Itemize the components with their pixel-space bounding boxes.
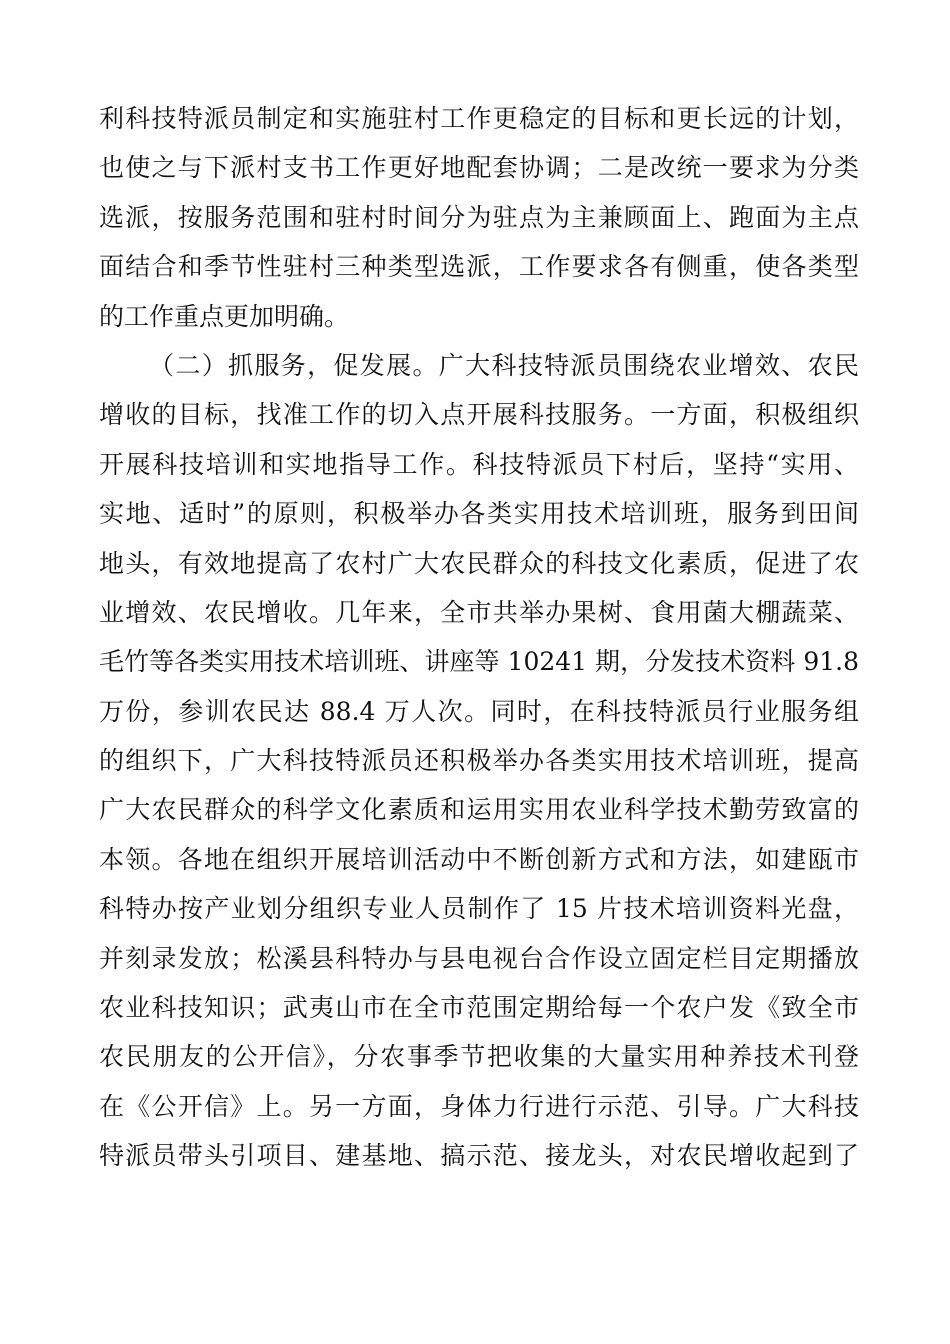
text-line: 毛竹等各类实用技术培训班、讲座等 10241 期，分发技术资料 91.8 [99, 647, 859, 677]
body-text [99, 94, 859, 1181]
text-line: 本领。各地在组织开展培训活动中不断创新方式和方法，如建瓯市 [99, 844, 859, 874]
text-line: 的工作重点更加明确。 [99, 301, 350, 331]
text-line: 实地、适时”的原则，积极举办各类实用技术培训班，服务到田间 [99, 499, 859, 529]
text-line: 开展科技培训和实地指导工作。科技特派员下村后，坚持“实用、 [99, 449, 859, 479]
text-line: 并刻录发放；松溪县科特办与县电视台合作设立固定栏目定期播放 [99, 943, 859, 973]
text-line: 增收的目标，找准工作的切入点开展科技服务。一方面，积极组织 [99, 400, 859, 430]
text-line: 业增效、农民增收。几年来，全市共举办果树、食用菌大棚蔬菜、 [99, 597, 859, 627]
text-line: 地头，有效地提高了农村广大农民群众的科技文化素质，促进了农 [99, 548, 859, 578]
text-line: 利科技特派员制定和实施驻村工作更稳定的目标和更长远的计划， [99, 104, 859, 133]
text-line: 农民朋友的公开信》，分农事季节把收集的大量实用种养技术刊登 [99, 1042, 859, 1072]
text-line: 特派员带头引项目、建基地、搞示范、接龙头，对农民增收起到了 [99, 1141, 859, 1171]
text-line: 的组织下，广大科技特派员还积极举办各类实用技术培训班，提高 [99, 746, 859, 776]
paragraph-heading-line: （二）抓服务，促发展。广大科技特派员围绕农业增效、农民 [149, 350, 859, 380]
text-line: 农业科技知识；武夷山市在全市范围定期给每一个农户发《致全市 [99, 993, 859, 1023]
text-line: 科特办按产业划分组织专业人员制作了 15 片技术培训资料光盘， [99, 894, 859, 924]
text-line: 选派，按服务范围和驻村时间分为驻点为主兼顾面上、跑面为主点 [99, 202, 859, 232]
text-line: 面结合和季节性驻村三种类型选派，工作要求各有侧重，使各类型 [99, 252, 859, 282]
text-line: 万份，参训农民达 88.4 万人次。同时，在科技特派员行业服务组 [99, 696, 859, 726]
text-line: 在《公开信》上。另一方面，身体力行进行示范、引导。广大科技 [99, 1091, 859, 1121]
text-line: 广大农民群众的科学文化素质和运用实用农业科学技术勤劳致富的 [99, 795, 859, 825]
text-line: 也使之与下派村支书工作更好地配套协调；二是改统一要求为分类 [99, 153, 859, 183]
